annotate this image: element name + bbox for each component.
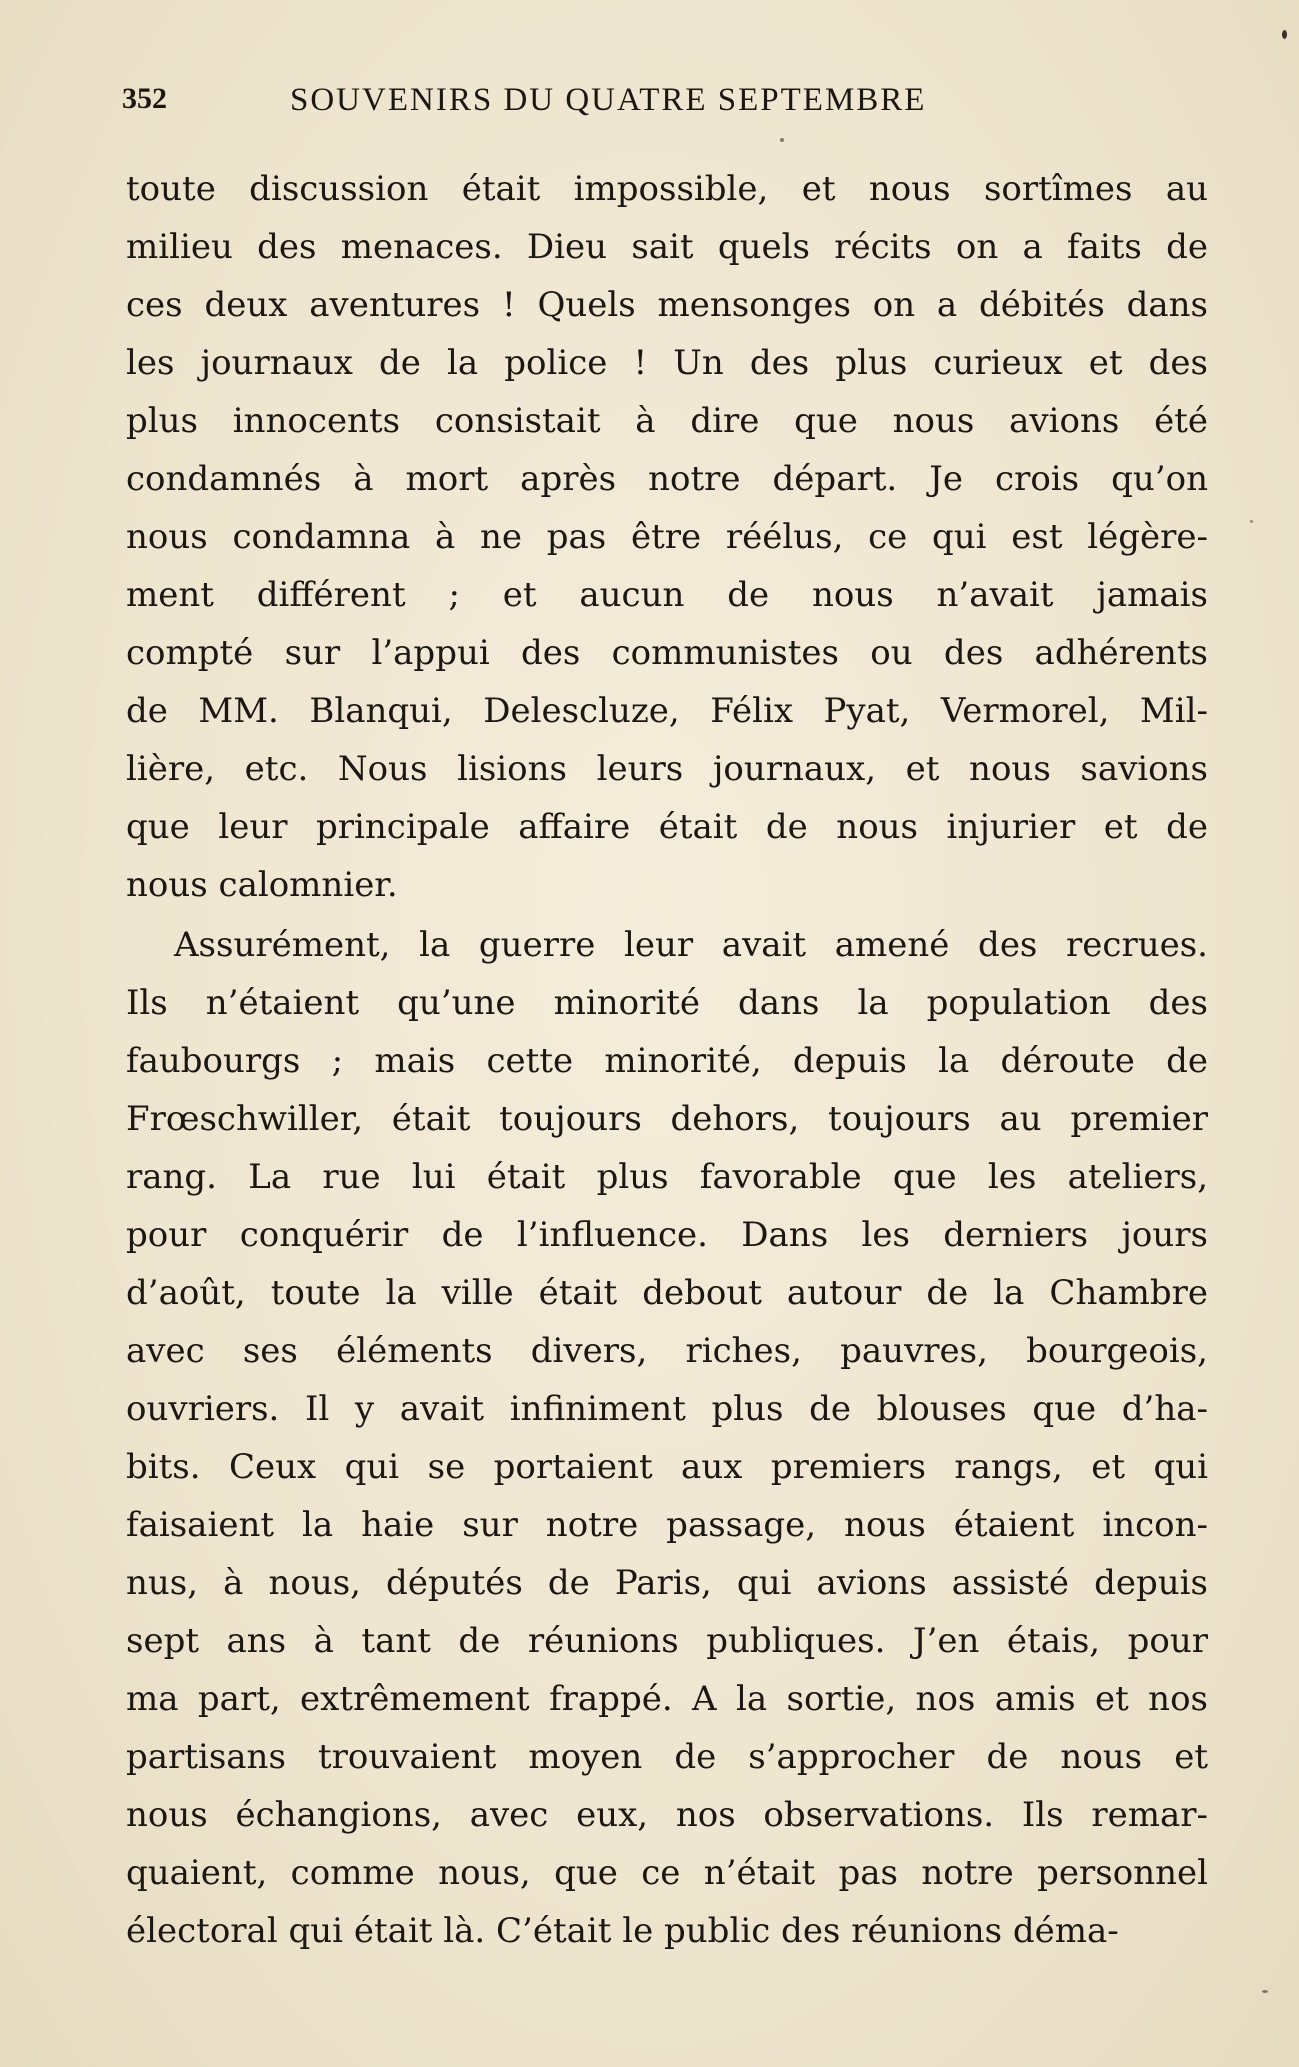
page-header [122,82,1052,122]
text-line: bits. Ceux qui se portaient aux premiers rangs, et qui [126,1447,1208,1487]
text-line: rang. La rue lui était plus favorable que les ateliers, [126,1157,1208,1197]
text-line: les journaux de la police ! Un des plus curieux et des [126,343,1208,383]
paper-speck [1250,520,1253,523]
text-line: nous condamna à ne pas être réélus, ce qui est légère- [126,517,1208,557]
text-line: ces deux aventures ! Quels mensonges on a débités dans [126,285,1208,325]
paper-speck [780,138,784,142]
text-line: que leur principale affaire était de nous injurier et de [126,807,1208,847]
text-line: partisans trouvaient moyen de s’approcher de nous et [126,1737,1208,1777]
text-line: toute discussion était impossible, et nous sortîmes au [126,169,1208,209]
page-number: 352 [122,82,167,115]
text-line: quaient, comme nous, que ce n’était pas notre personnel [126,1853,1208,1893]
text-line: compté sur l’appui des communistes ou des adhérents [126,633,1208,673]
text-line: ma part, extrêmement frappé. A la sortie, nos amis et nos [126,1679,1208,1719]
running-title: SOUVENIRS DU QUATRE SEPTEMBRE [290,82,927,118]
text-line: plus innocents consistait à dire que nous avions été [126,401,1208,441]
text-line: pour conquérir de l’influence. Dans les derniers jours [126,1215,1208,1255]
text-line: ment différent ; et aucun de nous n’avait jamais [126,575,1208,615]
text-line: faubourgs ; mais cette minorité, depuis la déroute de [126,1041,1208,1081]
body-text [126,160,1208,1960]
text-line: sept ans à tant de réunions publiques. J’en étais, pour [126,1621,1208,1661]
paper-speck [1262,1990,1268,1993]
text-line: milieu des menaces. Dieu sait quels récits on a faits de [126,227,1208,267]
paper-speck [1282,30,1287,39]
text-line: avec ses éléments divers, riches, pauvres, bourgeois, [126,1331,1208,1371]
text-line: Frœschwiller, était toujours dehors, toujours au premier [126,1099,1208,1139]
text-line: nus, à nous, députés de Paris, qui avions assisté depuis [126,1563,1208,1603]
text-line: d’août, toute la ville était debout autour de la Chambre [126,1273,1208,1313]
text-line: ouvriers. Il y avait infiniment plus de blouses que d’ha- [126,1389,1208,1429]
text-line: faisaient la haie sur notre passage, nous étaient incon- [126,1505,1208,1545]
text-line: Assurément, la guerre leur avait amené des recrues. [174,925,1208,965]
text-line: lière, etc. Nous lisions leurs journaux, et nous savions [126,749,1208,789]
text-line: de MM. Blanqui, Delescluze, Félix Pyat, Vermorel, Mil- [126,691,1208,731]
text-line: Ils n’étaient qu’une minorité dans la population des [126,983,1208,1023]
text-line: condamnés à mort après notre départ. Je crois qu’on [126,459,1208,499]
text-line: nous calomnier. [126,865,398,905]
text-line: électoral qui était là. C’était le public des réunions déma- [126,1911,1119,1951]
text-line: nous échangions, avec eux, nos observations. Ils remar- [126,1795,1208,1835]
